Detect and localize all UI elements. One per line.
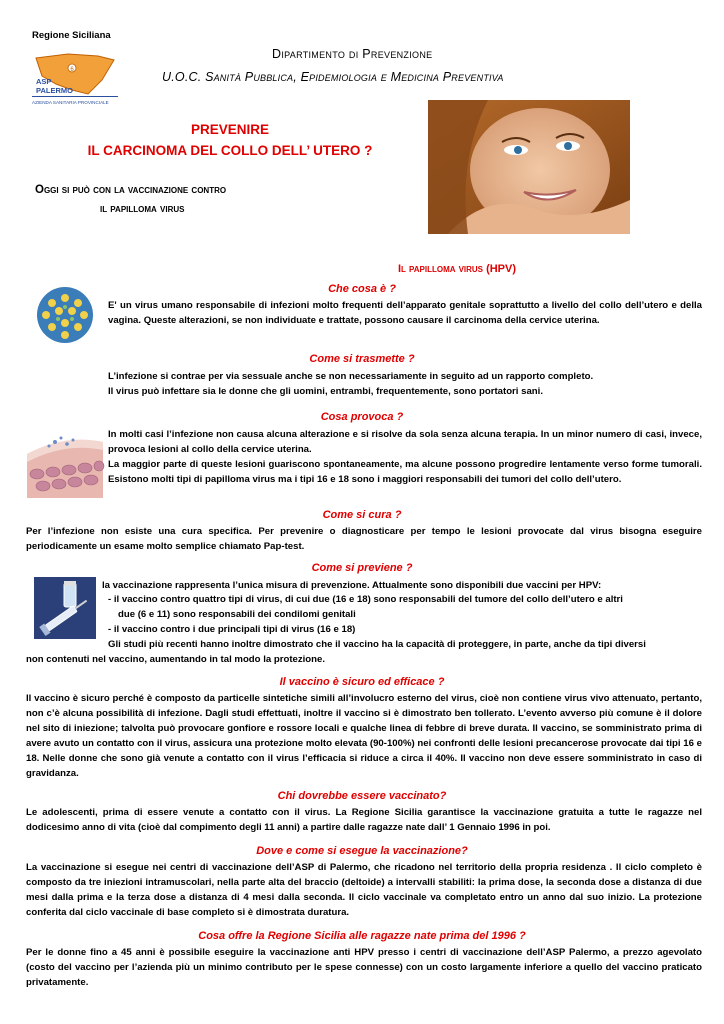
main-title-line2: IL CARCINOMA DEL COLLO DELL’ UTERO ?: [87, 143, 373, 158]
subtitle-line1: Oggi si può con la vaccinazione contro: [35, 184, 227, 196]
heading-provoca: Cosa provoca ?: [320, 411, 404, 423]
text-previene-bullet1a: - il vaccino contro quattro tipi di virus, di cui due (16 e 18) sono responsabili del tumore del collo dell’utero e altri: [108, 594, 623, 605]
vaccine-syringe-image: [34, 577, 96, 639]
text-previene-bullet2: - il vaccino contro i due principali tipi di virus (16 e 18): [108, 624, 356, 635]
heading-cura: Come si cura ?: [322, 509, 402, 521]
text-chi: Le adolescenti, prima di essere venute a contatto con il virus. La Regione Sicilia garantisce la vaccinazione gratuita a tutte le ragazze nel dodicesimo anno di vita (cioè dal compimento degli 11 anni) a partire dalle ragazze nate dall’ 1 Gennaio 1996 in poi.: [26, 807, 702, 833]
asp-palermo-logo: [28, 50, 120, 112]
subtitle-line2: il papilloma virus: [100, 203, 185, 215]
hpv-section-title: Il papilloma virus (HPV): [398, 263, 517, 275]
uoc-title: U.O.C. Sanità Pubblica, Epidemiologia e Medicina Preventiva: [162, 70, 504, 84]
text-che-cosa: E' un virus umano responsabile di infezioni molto frequenti dell’apparato genitale soprattutto a livello del collo dell’utero e della vagina. Queste alterazioni, se non individuate e trattate, possono causare il carcinoma della cervice uterina.: [108, 300, 702, 326]
heading-chi: Chi dovrebbe essere vaccinato?: [277, 790, 447, 802]
text-previene-after1: Gli studi più recenti hanno inoltre dimostrato che il vaccino ha la capacità di proteggere, in parte, anche da tipi diversi: [108, 639, 646, 650]
virus-image: [32, 285, 98, 345]
woman-photo: [428, 100, 630, 234]
department-title: Dipartimento di Prevenzione: [272, 47, 433, 61]
text-cura: Per l’infezione non esiste una cura specifica. Per prevenire o diagnosticare per tempo le lesioni provocate dal virus bisogna eseguire periodicamente un esame molto semplice chiamato Pap-test.: [26, 526, 702, 552]
main-title-line1: PREVENIRE: [190, 122, 270, 137]
heading-sicuro: Il vaccino è sicuro ed efficace ?: [279, 676, 445, 688]
text-previene-bullet1b: due (6 e 11) sono responsabili dei condilomi genitali: [118, 609, 356, 620]
heading-dove: Dove e come si esegue la vaccinazione?: [256, 845, 468, 857]
text-sicuro: Il vaccino è sicuro perché è composto da particelle sintetiche simili all’involucro esterno del virus, cioè non contiene virus vivo attenuato, pertanto, non c’è alcuna possibilità di infezione. Dagli studi effettuati, inoltre il vaccino si è dimostrato ben tollerato. L’evento avverso più comune è il dolore nel sito di iniezione; talvolta può provocare gonfiore e rossore locali e qualche linea di febbre di breve durata. Il vaccino, se somministrato prima di avere avuto un contatto con il virus, assicura una protezione molto elevata (90-100%) nei confronti delle lesioni precancerose provocate dai tipi 16 e 18. Nelle donne che sono già venute a contatto con il virus l’efficacia si riduce a circa il 40%. Il vaccino non deve essere somministrato in caso di gravidanza.: [26, 693, 702, 779]
text-previene-intro: la vaccinazione rappresenta l’unica misura di prevenzione. Attualmente sono disponibili due vaccini per HPV:: [102, 580, 602, 591]
text-provoca-1: In molti casi l’infezione non causa alcuna alterazione e si risolve da sola senza alcuna terapia. In un minor numero di casi, invece, provoca lesioni al collo della cervice uterina.: [108, 429, 702, 455]
text-offre: Per le donne fino a 45 anni è possibile eseguire la vaccinazione anti HPV presso i centri di vaccinazione dell’ASP Palermo, a prezzo agevolato (costo del vaccino per l’azienda più un minimo contributo per le spese connesse) con un costo largamente inferiore a quello del vaccino praticato privatamente.: [26, 947, 702, 988]
text-dove: La vaccinazione si esegue nei centri di vaccinazione dell’ASP di Palermo, che ricadono nel territorio della propria residenza . Il ciclo completo è composto da tre iniezioni intramuscolari, nella parte alta del braccio (deltoide) a intervalli stabiliti: la prima dose, la seconda dose a distanza di due mesi dalla prima e la terza dose a distanza di 4 mesi dalla seconda. Il ciclo vaccinale va completato entro un anno dal suo inizio. La protezione conferita dal ciclo vaccinale di base completo si è dimostrata duratura.: [26, 862, 702, 918]
heading-previene: Come si previene ?: [311, 562, 413, 574]
region-label: Regione Siciliana: [32, 30, 111, 41]
svg-text:PALERMO: PALERMO: [36, 86, 73, 95]
text-previene-after2: non contenuti nel vaccino, aumentando in tal modo la protezione.: [26, 654, 326, 665]
svg-text:AZIENDA SANITARIA PROVINCIALE: AZIENDA SANITARIA PROVINCIALE: [32, 100, 109, 105]
svg-text:6: 6: [70, 67, 74, 73]
heading-trasmette: Come si trasmette ?: [309, 353, 415, 365]
text-trasmette-1: L’infezione si contrae per via sessuale anche se non necessariamente in seguito ad un rapporto completo.: [108, 371, 594, 382]
heading-offre: Cosa offre la Regione Sicilia alle ragazze nate prima del 1996 ?: [198, 930, 526, 942]
text-provoca-2: La maggior parte di queste lesioni guariscono spontaneamente, ma alcune possono progredire lentamente verso forme tumorali. Esistono molti tipi di papilloma virus ma i tipi 16 e 18 sono i maggiori responsabili dei tumori del collo dell’utero.: [108, 459, 702, 485]
tissue-lesion-image: [25, 428, 105, 498]
heading-che-cosa: Che cosa è ?: [328, 283, 396, 295]
text-trasmette-2: Il virus può infettare sia le donne che gli uomini, entrambi, frequentemente, sono portatori sani.: [108, 386, 543, 397]
svg-text:ASP: ASP: [36, 77, 52, 86]
